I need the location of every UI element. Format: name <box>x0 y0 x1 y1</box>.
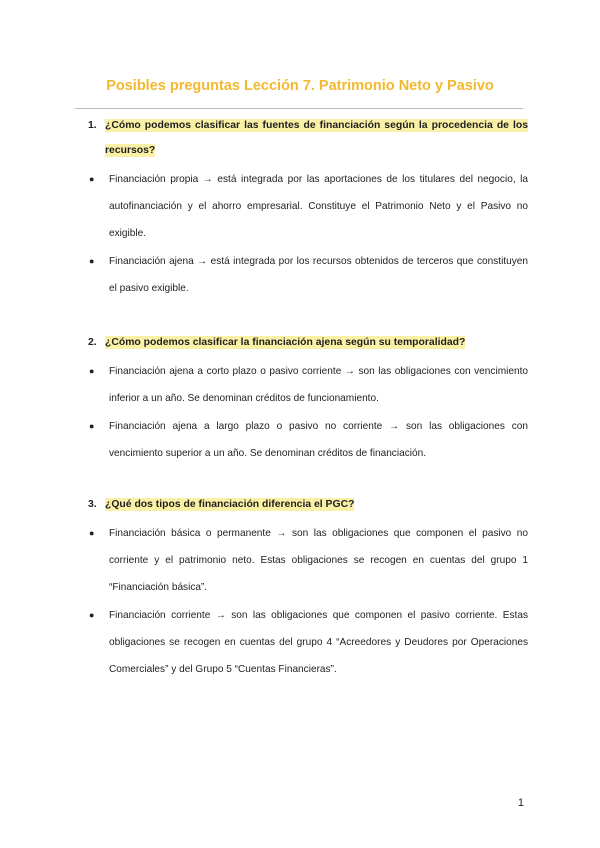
section-2 <box>88 330 528 467</box>
list-item-text: Financiación básica o permanente → son las obligaciones que componen el pasivo no corriente y el patrimonio neto. Estas obligaciones se recogen en cuentas del grupo 1 “Financiación básica”. <box>109 528 528 593</box>
question-text: ¿Qué dos tipos de financiación diferencia el PGC? <box>105 499 355 510</box>
question-text: ¿Cómo podemos clasificar la financiación ajena según su temporalidad? <box>105 337 466 348</box>
list-item <box>88 248 528 302</box>
list-item-text: Financiación ajena a largo plazo o pasivo no corriente → son las obligaciones con vencimiento superior a un año. Se denominan créditos de financiación. <box>109 421 528 459</box>
list-item-text: Financiación propia → está integrada por las aportaciones de los titulares del negocio, la autofinanciación y el ahorro empresarial. Constituye el Patrimonio Neto y el Pasivo no exigible. <box>109 174 528 239</box>
list-item <box>88 602 528 683</box>
list-item <box>88 358 528 412</box>
question-number: 2. <box>88 337 97 348</box>
list-item-text: Financiación ajena a corto plazo o pasivo corriente → son las obligaciones con vencimiento inferior a un año. Se denominan créditos de funcionamiento. <box>109 366 528 404</box>
list-item <box>88 413 528 467</box>
bullet-icon: ● <box>89 366 95 376</box>
question-3 <box>88 492 528 517</box>
bullet-icon: ● <box>89 528 95 538</box>
page-number: 1 <box>517 797 524 809</box>
page-title: Posibles preguntas Lección 7. Patrimonio Neto y Pasivo <box>106 78 494 94</box>
bullet-icon: ● <box>89 174 95 184</box>
list-item <box>88 520 528 601</box>
question-2 <box>88 330 528 355</box>
question-text: ¿Cómo podemos clasificar las fuentes de financiación según la procedencia de los recursos? <box>105 120 528 156</box>
question-number: 1. <box>88 120 97 131</box>
question-1 <box>88 113 528 163</box>
section-1 <box>88 113 528 302</box>
list-item <box>88 166 528 247</box>
section-3 <box>88 492 528 683</box>
bullet-icon: ● <box>89 421 95 431</box>
question-number: 3. <box>88 499 97 510</box>
bullet-icon: ● <box>89 610 95 620</box>
title-divider <box>75 108 523 109</box>
list-item-text: Financiación ajena → está integrada por los recursos obtenidos de terceros que constituyen el pasivo exigible. <box>109 256 528 294</box>
bullet-icon: ● <box>89 256 95 266</box>
list-item-text: Financiación corriente → son las obligaciones que componen el pasivo corriente. Estas obligaciones se recogen en cuentas del grupo 4 “Acreedores y Deudores por Operaciones Comerciales” y del Grupo 5 “Cuentas Financieras”. <box>109 610 528 675</box>
